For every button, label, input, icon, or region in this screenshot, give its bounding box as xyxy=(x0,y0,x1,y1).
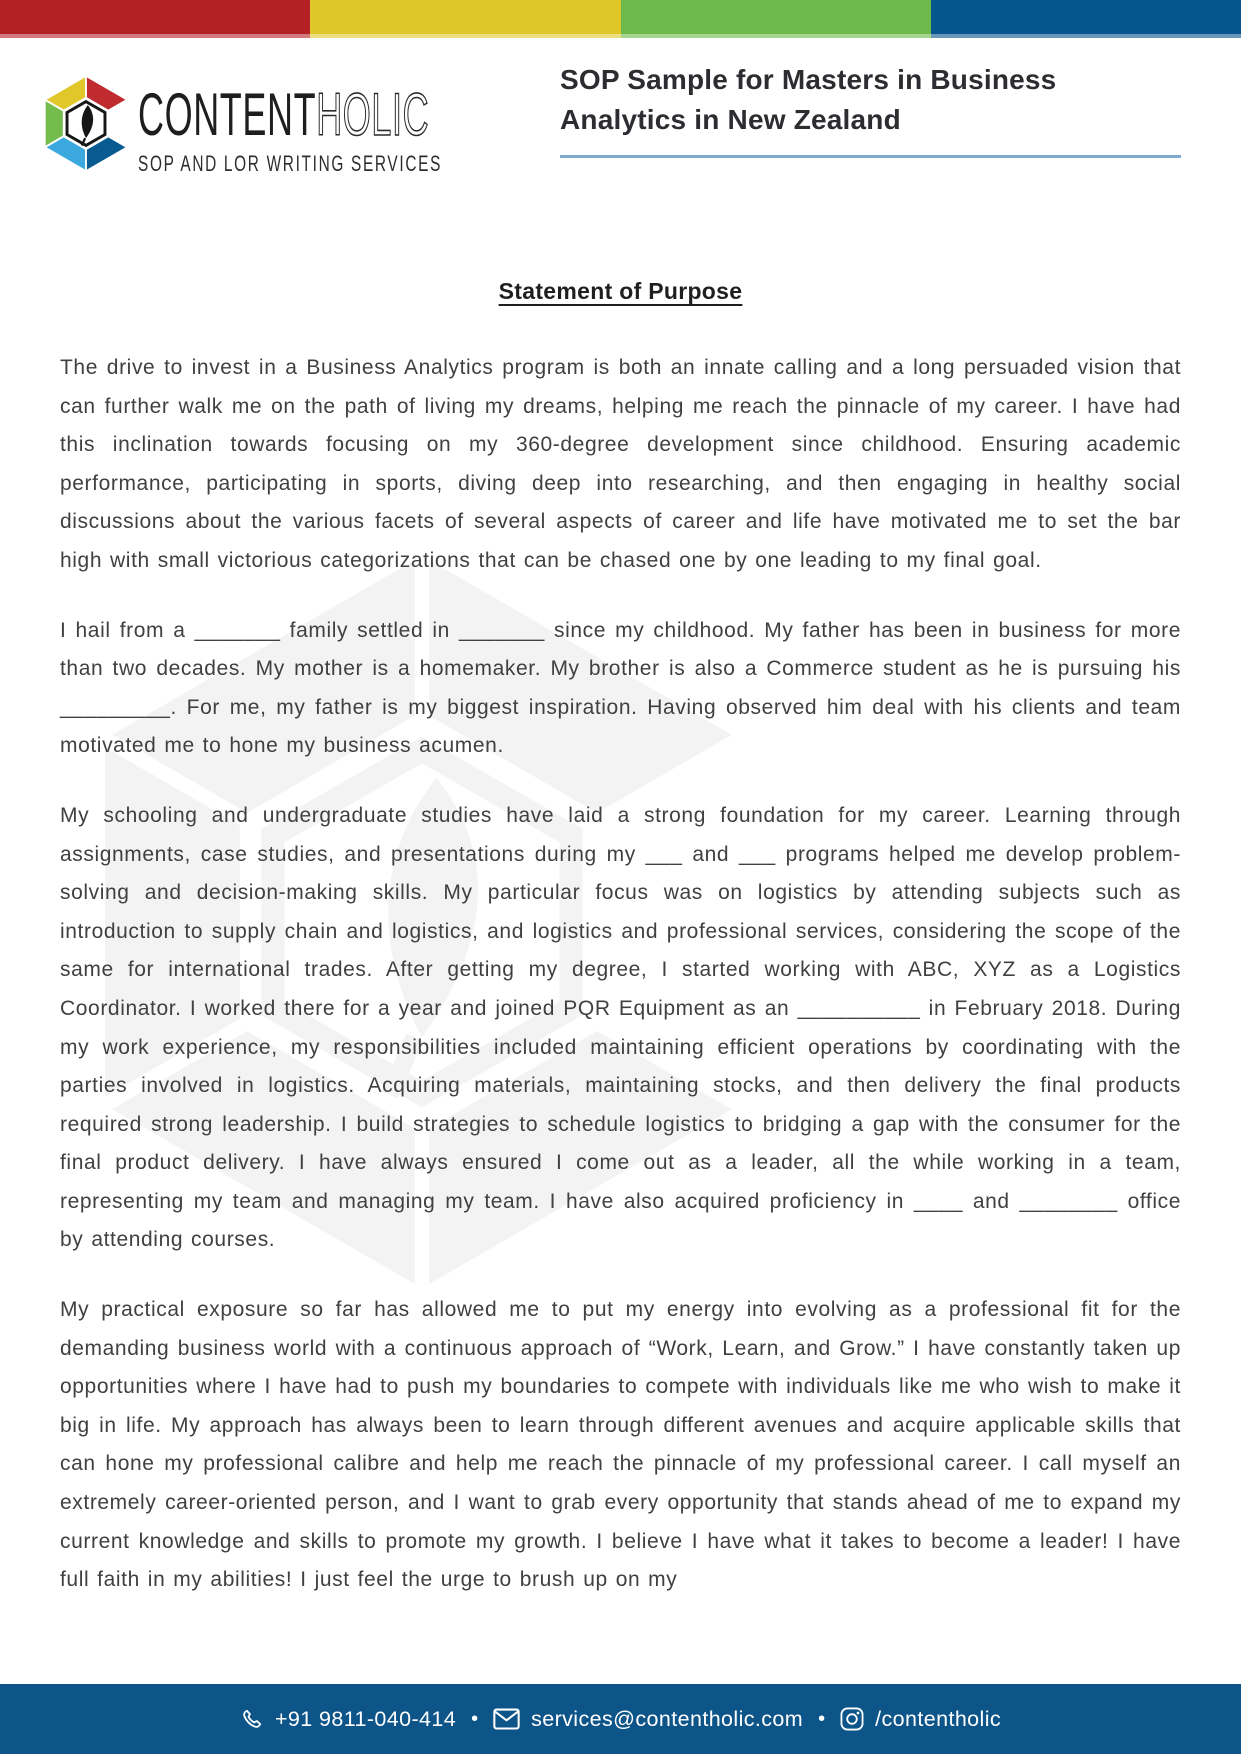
footer-phone-text: +91 9811-040-414 xyxy=(274,1706,457,1731)
document-body xyxy=(60,349,1181,1600)
logo-tagline: SOP AND LOR WRITING SERVICES xyxy=(138,151,443,176)
email-link[interactable] xyxy=(493,1707,803,1732)
footer-instagram-text: /contentholic xyxy=(875,1706,1002,1731)
instagram-link[interactable] xyxy=(840,1707,1001,1732)
footer-separator: • xyxy=(471,1708,479,1730)
paragraph-1: The drive to invest in a Business Analytics program is both an innate calling and a long persuaded vision that can further walk me on the path of living my dreams, helping me reach the pinnacle of my career. I have had this inclination towards focusing on my 360-degree development since childhood. Ensuring academic performance, participating in sports, diving deep into researching, and then engaging in healthy social discussions about the various facets of several aspects of career and life have motivated me to set the bar high with small victorious categorizations that can be chased one by one leading to my final goal. xyxy=(60,356,1181,572)
hexagon-logo-icon xyxy=(40,74,132,173)
document-heading: Statement of Purpose xyxy=(498,278,743,304)
footer-email-text: services@contentholic.com xyxy=(531,1706,804,1731)
footer-bar xyxy=(0,1684,1241,1754)
logo-text xyxy=(138,81,623,177)
instagram-icon xyxy=(840,1707,864,1731)
phone-icon xyxy=(240,1707,264,1731)
bar-segment-green xyxy=(621,0,931,38)
footer-separator: • xyxy=(818,1708,826,1730)
page-title: SOP Sample for Masters in Business Analytics in New Zealand xyxy=(560,64,1057,135)
bar-segment-yellow xyxy=(310,0,620,38)
top-color-bar xyxy=(0,0,1241,38)
phone-link[interactable] xyxy=(240,1707,456,1732)
bar-segment-red xyxy=(0,0,310,38)
logo-wordmark xyxy=(138,81,430,148)
logo-wordmark-solid: CONTENT xyxy=(138,81,317,148)
bar-segment-blue xyxy=(931,0,1241,38)
paragraph-2: I hail from a _______ family settled in _______ since my childhood. My father has been in business for more than two decades. My mother is a homemaker. My brother is also a Commerce student as he is pursuing his _________. For me, my father is my biggest inspiration. Having observed him deal with his clients and team motivated me to hone my business acumen. xyxy=(60,618,1181,758)
title-underline-divider xyxy=(560,155,1181,158)
email-icon xyxy=(493,1708,520,1730)
paragraph-3: My schooling and undergraduate studies have laid a strong foundation for my career. Learning through assignments, case studies, and presentations during my ___ and ___ programs helped me develop problem-solving and decision-making skills. My particular focus was on logistics by attending subjects such as introduction to supply chain and logistics, and logistics and professional services, considering the scope of the same for international trades. After getting my degree, I started working with ABC, XYZ as a Logistics Coordinator. I worked there for a year and joined PQR Equipment as an __________ in February 2018. During my work experience, my responsibilities included maintaining efficient operations by coordinating with the parties involved in logistics. Acquiring materials, maintaining stocks, and then delivery the final products required strong leadership. I build strategies to schedule logistics to bridging a gap with the consumer for the final product delivery. I have always ensured I come out as a leader, all the while working in a team, representing my team and managing my team. I have also acquired proficiency in ____ and ________ office by attending courses. xyxy=(60,803,1181,1252)
logo-wordmark-outline: HOLIC xyxy=(316,81,430,148)
header-title-block xyxy=(560,60,1181,158)
paragraph-4: My practical exposure so far has allowed me to put my energy into evolving as a professional fit for the demanding business world with a continuous approach of “Work, Learn, and Grow.” I have constantly taken up opportunities where I have had to push my boundaries to compete with individuals like me who wish to make it big in life. My approach has always been to learn through different avenues and acquire applicable skills that can hone my professional calibre and help me reach the pinnacle of my professional career. I call myself an extremely career-oriented person, and I want to grab every opportunity that stands ahead of me to expand my current knowledge and skills to promote my growth. I believe I have what it takes to become a leader! I have full faith in my abilities! I just feel the urge to brush up on my xyxy=(60,1298,1181,1592)
contentholic-logo xyxy=(38,58,468,188)
